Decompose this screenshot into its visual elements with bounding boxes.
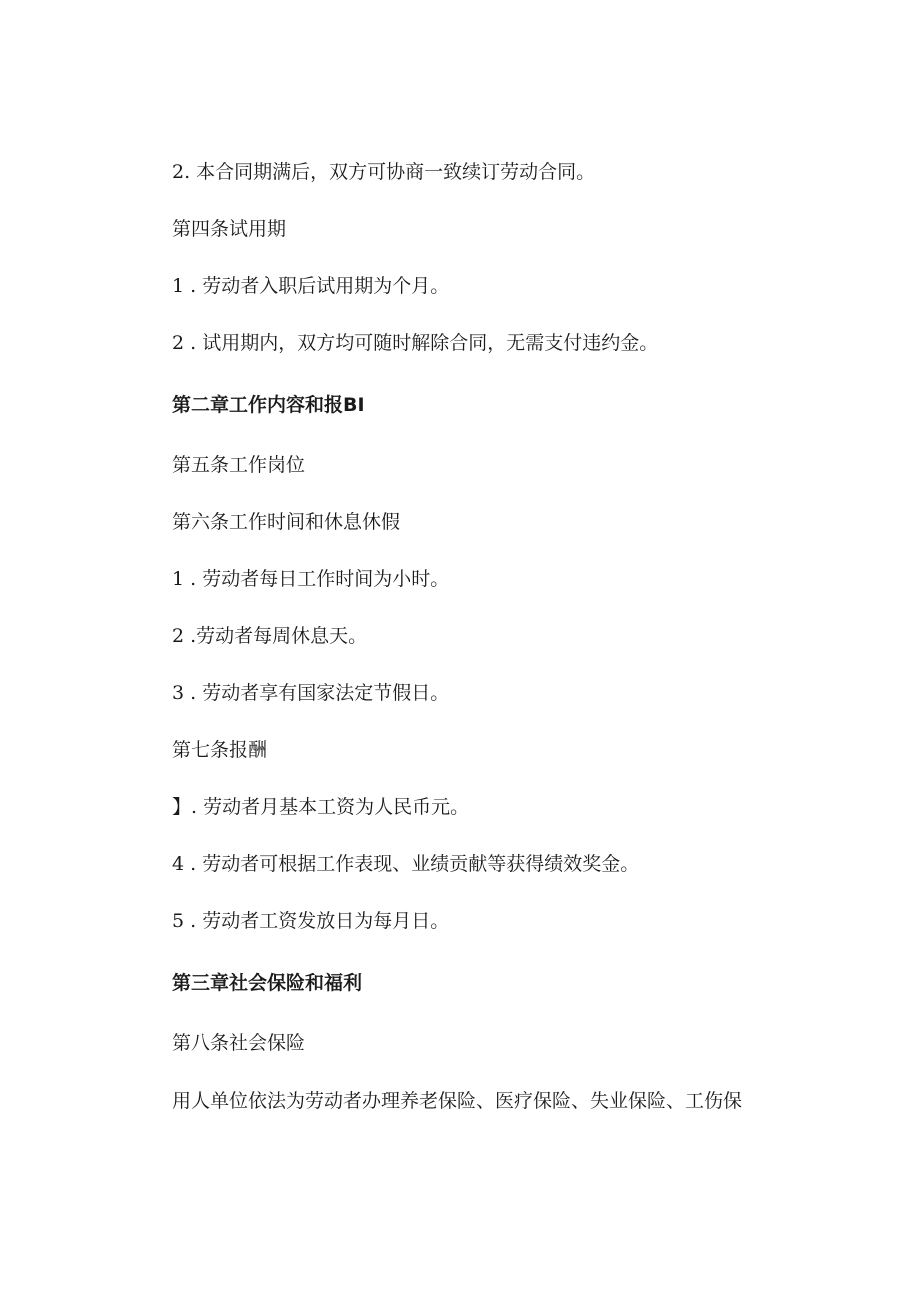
paragraph-performance-bonus: 4 . 劳动者可根据工作表现、业绩贡献等获得绩效奖金。 — [172, 853, 640, 875]
paragraph-probation-length: 1 . 劳动者入职后试用期为个月。 — [172, 275, 450, 297]
paragraph-probation-termination: 2 . 试用期内，双方均可随时解除合同，无需支付违约金。 — [172, 332, 659, 354]
paragraph-daily-hours: 1 . 劳动者每日工作时间为小时。 — [172, 568, 450, 590]
chapter-heading-work-content: 第二章工作内容和报BI — [172, 394, 365, 416]
paragraph-contract-renewal: 2. 本合同期满后，双方可协商一致续订劳动合同。 — [172, 161, 596, 183]
article-heading-position: 第五条工作岗位 — [172, 454, 306, 476]
paragraph-pay-date: 5 . 劳动者工资发放日为每月日。 — [172, 910, 450, 932]
article-heading-probation: 第四条试用期 — [172, 218, 287, 240]
article-heading-social-insurance: 第八条社会保险 — [172, 1032, 306, 1054]
chapter-heading-social-insurance: 第三章社会保险和福利 — [172, 972, 363, 994]
paragraph-base-salary: 】. 劳动者月基本工资为人民币元。 — [172, 796, 470, 818]
paragraph-insurance-coverage: 用人单位依法为劳动者办理养老保险、医疗保险、失业保险、工伤保 — [172, 1090, 743, 1112]
paragraph-weekly-rest: 2 .劳动者每周休息天。 — [172, 625, 368, 647]
paragraph-public-holidays: 3 . 劳动者享有国家法定节假日。 — [172, 682, 450, 704]
article-heading-working-hours: 第六条工作时间和休息休假 — [172, 511, 401, 533]
article-heading-remuneration: 第七条报酬 — [172, 739, 268, 761]
